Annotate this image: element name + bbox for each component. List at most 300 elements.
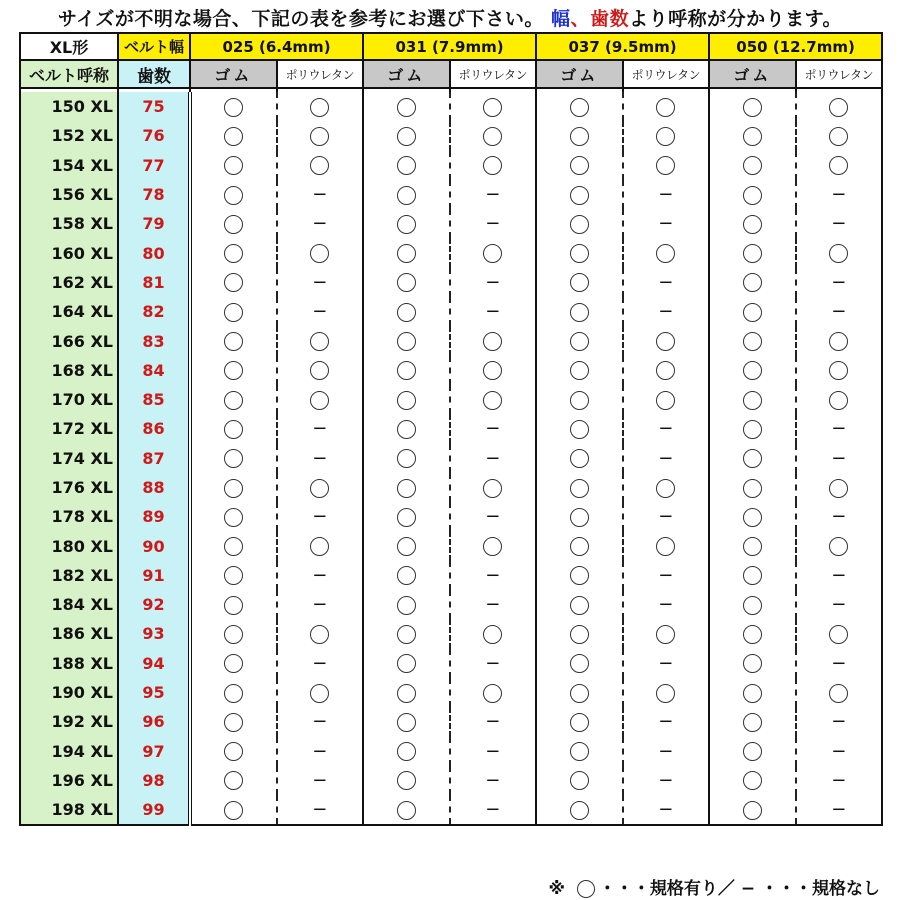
available-circle-icon bbox=[570, 98, 589, 117]
available-circle-icon bbox=[570, 156, 589, 175]
poly-cell bbox=[623, 414, 710, 443]
teeth-count-cell: 90 bbox=[118, 531, 190, 560]
available-circle-icon bbox=[829, 127, 848, 146]
unavailable-dash-icon: − bbox=[485, 799, 501, 821]
available-circle-icon bbox=[656, 244, 675, 263]
poly-cell bbox=[450, 268, 537, 297]
poly-cell bbox=[796, 590, 883, 619]
available-circle-icon bbox=[656, 625, 675, 644]
rubber-cell bbox=[536, 531, 623, 560]
rubber-cell bbox=[709, 590, 796, 619]
available-circle-icon bbox=[570, 391, 589, 410]
available-circle-icon bbox=[224, 596, 243, 615]
available-circle-icon bbox=[483, 332, 502, 351]
poly-cell bbox=[450, 297, 537, 326]
available-circle-icon bbox=[224, 420, 243, 439]
belt-name-cell: 152 XL bbox=[20, 121, 118, 150]
poly-cell bbox=[796, 385, 883, 414]
rubber-cell bbox=[709, 766, 796, 795]
poly-cell bbox=[277, 444, 364, 473]
available-circle-icon bbox=[829, 244, 848, 263]
unavailable-dash-icon: − bbox=[312, 799, 328, 821]
available-circle-icon bbox=[483, 537, 502, 556]
poly-cell bbox=[623, 297, 710, 326]
available-circle-icon bbox=[570, 684, 589, 703]
belt-name-cell: 196 XL bbox=[20, 766, 118, 795]
available-circle-icon bbox=[570, 215, 589, 234]
poly-cell bbox=[450, 649, 537, 678]
rubber-cell bbox=[709, 297, 796, 326]
rubber-cell bbox=[190, 385, 277, 414]
poly-cell bbox=[796, 473, 883, 502]
poly-cell bbox=[623, 502, 710, 531]
unavailable-dash-icon: − bbox=[831, 769, 847, 791]
poly-cell bbox=[277, 209, 364, 238]
teeth-count-cell: 99 bbox=[118, 795, 190, 825]
available-circle-icon bbox=[743, 742, 762, 761]
poly-cell bbox=[623, 356, 710, 385]
available-circle-icon bbox=[224, 127, 243, 146]
table-row bbox=[20, 707, 882, 736]
rubber-cell bbox=[190, 180, 277, 209]
available-circle-icon bbox=[570, 742, 589, 761]
unavailable-dash-icon: − bbox=[831, 799, 847, 821]
poly-cell bbox=[623, 678, 710, 707]
available-circle-icon bbox=[743, 391, 762, 410]
available-circle-icon bbox=[483, 479, 502, 498]
available-circle-icon bbox=[570, 537, 589, 556]
rubber-cell bbox=[363, 356, 450, 385]
available-circle-icon bbox=[829, 391, 848, 410]
available-circle-icon bbox=[570, 801, 589, 820]
available-circle-icon bbox=[570, 303, 589, 322]
available-circle-icon bbox=[397, 98, 416, 117]
unavailable-dash-icon: − bbox=[312, 271, 328, 293]
rubber-cell bbox=[190, 795, 277, 825]
unavailable-dash-icon: − bbox=[485, 184, 501, 206]
rubber-cell bbox=[190, 268, 277, 297]
rubber-cell bbox=[363, 121, 450, 150]
table-row bbox=[20, 180, 882, 209]
rubber-cell bbox=[190, 297, 277, 326]
unavailable-dash-icon: − bbox=[831, 184, 847, 206]
header-poly: ポリウレタン bbox=[796, 60, 883, 88]
unavailable-dash-icon: − bbox=[831, 564, 847, 586]
unavailable-dash-icon: − bbox=[485, 271, 501, 293]
teeth-count-cell: 78 bbox=[118, 180, 190, 209]
teeth-count-cell: 96 bbox=[118, 707, 190, 736]
table-row bbox=[20, 444, 882, 473]
rubber-cell bbox=[363, 795, 450, 825]
poly-cell bbox=[796, 649, 883, 678]
available-circle-icon bbox=[397, 361, 416, 380]
available-circle-icon bbox=[224, 244, 243, 263]
rubber-cell bbox=[363, 590, 450, 619]
available-circle-icon bbox=[397, 742, 416, 761]
poly-cell bbox=[277, 649, 364, 678]
poly-cell bbox=[450, 238, 537, 267]
available-circle-icon bbox=[224, 537, 243, 556]
header-teeth-count: 歯数 bbox=[118, 60, 190, 88]
available-circle-icon bbox=[310, 244, 329, 263]
available-circle-icon bbox=[397, 596, 416, 615]
belt-name-cell: 178 XL bbox=[20, 502, 118, 531]
poly-cell bbox=[450, 209, 537, 238]
poly-cell bbox=[623, 238, 710, 267]
poly-cell bbox=[450, 531, 537, 560]
available-circle-icon bbox=[310, 156, 329, 175]
rubber-cell bbox=[363, 707, 450, 736]
teeth-count-cell: 75 bbox=[118, 92, 190, 121]
rubber-cell bbox=[363, 444, 450, 473]
poly-cell bbox=[796, 238, 883, 267]
available-circle-icon bbox=[310, 361, 329, 380]
available-circle-icon bbox=[397, 156, 416, 175]
poly-cell bbox=[450, 414, 537, 443]
rubber-cell bbox=[709, 92, 796, 121]
header-rubber: ゴム bbox=[709, 60, 796, 88]
poly-cell bbox=[623, 209, 710, 238]
poly-cell bbox=[623, 590, 710, 619]
rubber-cell bbox=[536, 678, 623, 707]
rubber-cell bbox=[190, 649, 277, 678]
teeth-count-cell: 87 bbox=[118, 444, 190, 473]
rubber-cell bbox=[363, 209, 450, 238]
table-row bbox=[20, 619, 882, 648]
available-circle-icon bbox=[397, 537, 416, 556]
available-circle-icon bbox=[397, 684, 416, 703]
poly-cell bbox=[796, 707, 883, 736]
available-circle-icon bbox=[743, 596, 762, 615]
unavailable-dash-icon: − bbox=[312, 652, 328, 674]
unavailable-dash-icon: − bbox=[831, 594, 847, 616]
rubber-cell bbox=[536, 561, 623, 590]
rubber-cell bbox=[190, 590, 277, 619]
rubber-cell bbox=[536, 209, 623, 238]
poly-cell bbox=[450, 619, 537, 648]
unavailable-dash-icon: − bbox=[831, 418, 847, 440]
available-circle-icon bbox=[829, 684, 848, 703]
available-circle-icon bbox=[656, 127, 675, 146]
available-circle-icon bbox=[397, 801, 416, 820]
teeth-count-cell: 89 bbox=[118, 502, 190, 531]
rubber-cell bbox=[709, 619, 796, 648]
available-circle-icon bbox=[743, 771, 762, 790]
rubber-cell bbox=[709, 531, 796, 560]
rubber-cell bbox=[709, 356, 796, 385]
available-circle-icon bbox=[570, 566, 589, 585]
belt-name-cell: 158 XL bbox=[20, 209, 118, 238]
rubber-cell bbox=[363, 473, 450, 502]
available-circle-icon bbox=[570, 625, 589, 644]
available-circle-icon bbox=[570, 361, 589, 380]
available-circle-icon bbox=[224, 801, 243, 820]
teeth-count-cell: 83 bbox=[118, 326, 190, 355]
poly-cell bbox=[623, 180, 710, 209]
poly-cell bbox=[623, 473, 710, 502]
rubber-cell bbox=[536, 92, 623, 121]
rubber-cell bbox=[536, 151, 623, 180]
teeth-count-cell: 86 bbox=[118, 414, 190, 443]
unavailable-dash-icon: − bbox=[485, 711, 501, 733]
unavailable-dash-icon: − bbox=[312, 418, 328, 440]
rubber-cell bbox=[536, 444, 623, 473]
poly-cell bbox=[796, 502, 883, 531]
rubber-cell bbox=[363, 385, 450, 414]
poly-cell bbox=[623, 151, 710, 180]
available-circle-icon bbox=[310, 98, 329, 117]
rubber-cell bbox=[190, 238, 277, 267]
poly-cell bbox=[277, 590, 364, 619]
poly-cell bbox=[277, 385, 364, 414]
poly-cell bbox=[277, 326, 364, 355]
rubber-cell bbox=[363, 268, 450, 297]
rubber-cell bbox=[536, 473, 623, 502]
table-row bbox=[20, 356, 882, 385]
rubber-cell bbox=[190, 678, 277, 707]
unavailable-dash-icon: − bbox=[485, 740, 501, 762]
table-row bbox=[20, 151, 882, 180]
available-circle-icon bbox=[224, 771, 243, 790]
poly-cell bbox=[796, 121, 883, 150]
available-circle-icon bbox=[224, 391, 243, 410]
available-circle-icon bbox=[397, 215, 416, 234]
rubber-cell bbox=[363, 678, 450, 707]
available-circle-icon bbox=[483, 156, 502, 175]
table-row bbox=[20, 678, 882, 707]
rubber-cell bbox=[709, 326, 796, 355]
teeth-count-cell: 88 bbox=[118, 473, 190, 502]
available-circle-icon bbox=[743, 625, 762, 644]
teeth-count-cell: 85 bbox=[118, 385, 190, 414]
poly-cell bbox=[450, 385, 537, 414]
rubber-cell bbox=[363, 531, 450, 560]
poly-cell bbox=[277, 297, 364, 326]
poly-cell bbox=[277, 795, 364, 825]
poly-cell bbox=[277, 531, 364, 560]
poly-cell bbox=[450, 326, 537, 355]
unavailable-dash-icon: − bbox=[312, 769, 328, 791]
legend-dash-icon: − bbox=[740, 879, 756, 899]
teeth-count-cell: 76 bbox=[118, 121, 190, 150]
table-row bbox=[20, 561, 882, 590]
available-circle-icon bbox=[397, 420, 416, 439]
rubber-cell bbox=[709, 385, 796, 414]
rubber-cell bbox=[190, 766, 277, 795]
belt-name-cell: 194 XL bbox=[20, 737, 118, 766]
available-circle-icon bbox=[224, 684, 243, 703]
rubber-cell bbox=[536, 766, 623, 795]
belt-name-cell: 198 XL bbox=[20, 795, 118, 825]
unavailable-dash-icon: − bbox=[312, 594, 328, 616]
available-circle-icon bbox=[224, 186, 243, 205]
header-rubber: ゴム bbox=[536, 60, 623, 88]
belt-name-cell: 156 XL bbox=[20, 180, 118, 209]
poly-cell bbox=[796, 180, 883, 209]
unavailable-dash-icon: − bbox=[658, 594, 674, 616]
poly-cell bbox=[623, 737, 710, 766]
available-circle-icon bbox=[310, 479, 329, 498]
unavailable-dash-icon: − bbox=[485, 506, 501, 528]
rubber-cell bbox=[190, 414, 277, 443]
poly-cell bbox=[277, 414, 364, 443]
available-circle-icon bbox=[483, 684, 502, 703]
table-row bbox=[20, 502, 882, 531]
rubber-cell bbox=[536, 356, 623, 385]
poly-cell bbox=[623, 92, 710, 121]
available-circle-icon bbox=[310, 625, 329, 644]
rubber-cell bbox=[190, 707, 277, 736]
belt-name-cell: 184 XL bbox=[20, 590, 118, 619]
poly-cell bbox=[450, 795, 537, 825]
rubber-cell bbox=[536, 121, 623, 150]
poly-cell bbox=[623, 561, 710, 590]
poly-cell bbox=[796, 92, 883, 121]
table-row bbox=[20, 92, 882, 121]
available-circle-icon bbox=[397, 508, 416, 527]
rubber-cell bbox=[536, 385, 623, 414]
unavailable-dash-icon: − bbox=[485, 301, 501, 323]
poly-cell bbox=[450, 707, 537, 736]
available-circle-icon bbox=[483, 361, 502, 380]
poly-cell bbox=[796, 678, 883, 707]
available-circle-icon bbox=[743, 361, 762, 380]
available-circle-icon bbox=[224, 449, 243, 468]
poly-cell bbox=[277, 678, 364, 707]
belt-name-cell: 192 XL bbox=[20, 707, 118, 736]
rubber-cell bbox=[709, 414, 796, 443]
available-circle-icon bbox=[397, 332, 416, 351]
poly-cell bbox=[450, 590, 537, 619]
poly-cell bbox=[450, 766, 537, 795]
unavailable-dash-icon: − bbox=[831, 271, 847, 293]
available-circle-icon bbox=[743, 127, 762, 146]
unavailable-dash-icon: − bbox=[658, 799, 674, 821]
rubber-cell bbox=[536, 238, 623, 267]
teeth-count-cell: 77 bbox=[118, 151, 190, 180]
legend-circle-icon bbox=[577, 880, 595, 898]
rubber-cell bbox=[536, 619, 623, 648]
available-circle-icon bbox=[397, 244, 416, 263]
poly-cell bbox=[450, 678, 537, 707]
poly-cell bbox=[623, 707, 710, 736]
available-circle-icon bbox=[397, 127, 416, 146]
rubber-cell bbox=[363, 297, 450, 326]
poly-cell bbox=[450, 473, 537, 502]
belt-name-cell: 170 XL bbox=[20, 385, 118, 414]
header-row-2 bbox=[20, 60, 882, 88]
teeth-count-cell: 80 bbox=[118, 238, 190, 267]
available-circle-icon bbox=[829, 479, 848, 498]
available-circle-icon bbox=[743, 156, 762, 175]
unavailable-dash-icon: − bbox=[831, 711, 847, 733]
poly-cell bbox=[450, 502, 537, 531]
poly-cell bbox=[796, 268, 883, 297]
available-circle-icon bbox=[570, 771, 589, 790]
unavailable-dash-icon: − bbox=[312, 184, 328, 206]
available-circle-icon bbox=[743, 449, 762, 468]
available-circle-icon bbox=[224, 303, 243, 322]
available-circle-icon bbox=[656, 361, 675, 380]
header-width-050: 050 (12.7mm) bbox=[709, 33, 882, 60]
teeth-count-cell: 91 bbox=[118, 561, 190, 590]
available-circle-icon bbox=[829, 537, 848, 556]
rubber-cell bbox=[536, 737, 623, 766]
unavailable-dash-icon: − bbox=[658, 301, 674, 323]
teeth-count-cell: 93 bbox=[118, 619, 190, 648]
unavailable-dash-icon: − bbox=[312, 564, 328, 586]
page-title bbox=[0, 4, 900, 31]
available-circle-icon bbox=[829, 98, 848, 117]
available-circle-icon bbox=[570, 596, 589, 615]
available-circle-icon bbox=[743, 684, 762, 703]
poly-cell bbox=[796, 414, 883, 443]
poly-cell bbox=[623, 444, 710, 473]
rubber-cell bbox=[190, 92, 277, 121]
available-circle-icon bbox=[570, 713, 589, 732]
poly-cell bbox=[277, 92, 364, 121]
available-circle-icon bbox=[656, 684, 675, 703]
title-teeth: 歯数 bbox=[590, 8, 630, 30]
available-circle-icon bbox=[570, 332, 589, 351]
available-circle-icon bbox=[310, 332, 329, 351]
legend-available: ・・・規格有り／ bbox=[598, 879, 735, 899]
available-circle-icon bbox=[743, 801, 762, 820]
available-circle-icon bbox=[310, 537, 329, 556]
belt-name-cell: 174 XL bbox=[20, 444, 118, 473]
table-row bbox=[20, 121, 882, 150]
unavailable-dash-icon: − bbox=[658, 769, 674, 791]
unavailable-dash-icon: − bbox=[831, 652, 847, 674]
poly-cell bbox=[796, 795, 883, 825]
available-circle-icon bbox=[570, 273, 589, 292]
table-row bbox=[20, 326, 882, 355]
available-circle-icon bbox=[743, 332, 762, 351]
available-circle-icon bbox=[656, 98, 675, 117]
rubber-cell bbox=[536, 795, 623, 825]
available-circle-icon bbox=[570, 654, 589, 673]
available-circle-icon bbox=[743, 273, 762, 292]
poly-cell bbox=[796, 531, 883, 560]
available-circle-icon bbox=[570, 449, 589, 468]
belt-name-cell: 188 XL bbox=[20, 649, 118, 678]
poly-cell bbox=[450, 737, 537, 766]
unavailable-dash-icon: − bbox=[831, 506, 847, 528]
available-circle-icon bbox=[224, 215, 243, 234]
rubber-cell bbox=[363, 649, 450, 678]
rubber-cell bbox=[190, 502, 277, 531]
rubber-cell bbox=[363, 561, 450, 590]
available-circle-icon bbox=[656, 156, 675, 175]
available-circle-icon bbox=[483, 127, 502, 146]
poly-cell bbox=[796, 737, 883, 766]
unavailable-dash-icon: − bbox=[485, 213, 501, 235]
available-circle-icon bbox=[656, 391, 675, 410]
available-circle-icon bbox=[397, 391, 416, 410]
available-circle-icon bbox=[743, 244, 762, 263]
rubber-cell bbox=[536, 326, 623, 355]
available-circle-icon bbox=[743, 186, 762, 205]
available-circle-icon bbox=[224, 625, 243, 644]
poly-cell bbox=[277, 561, 364, 590]
poly-cell bbox=[277, 180, 364, 209]
available-circle-icon bbox=[570, 508, 589, 527]
rubber-cell bbox=[709, 268, 796, 297]
rubber-cell bbox=[190, 737, 277, 766]
unavailable-dash-icon: − bbox=[312, 711, 328, 733]
poly-cell bbox=[623, 766, 710, 795]
unavailable-dash-icon: − bbox=[658, 418, 674, 440]
